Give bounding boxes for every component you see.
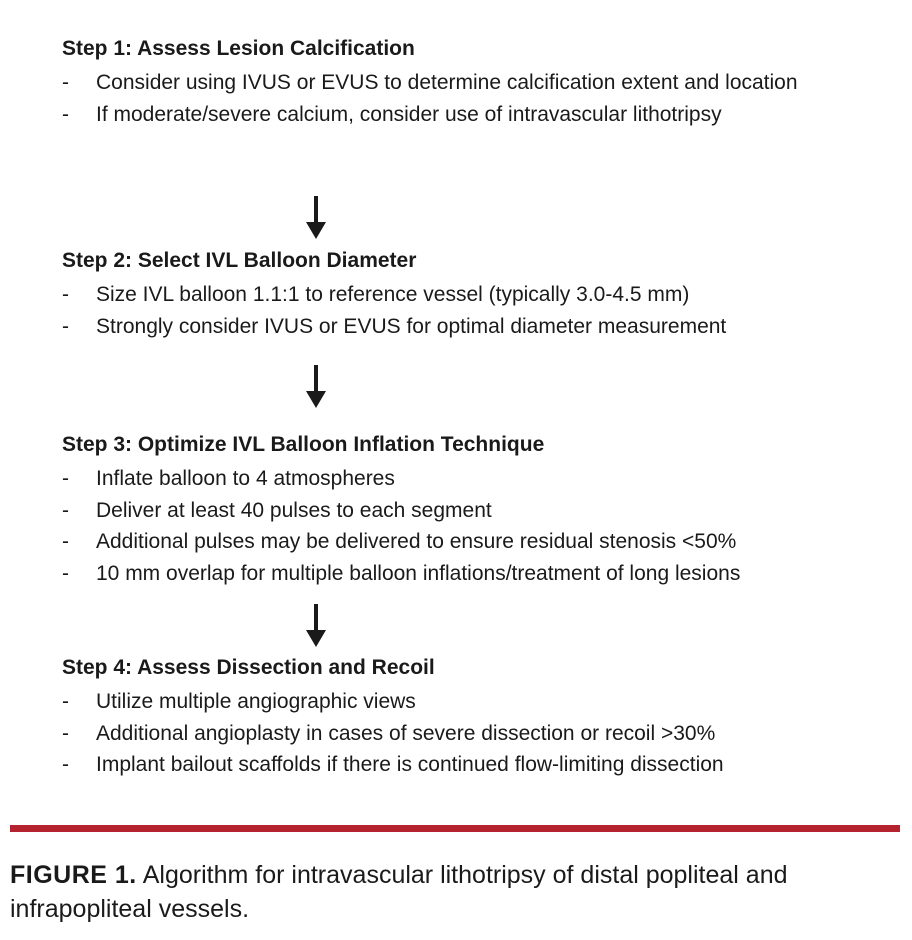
step-1-list xyxy=(62,67,892,130)
list-item xyxy=(62,749,892,781)
list-item-text: 10 mm overlap for multiple balloon inflations/treatment of long lesions xyxy=(96,561,741,585)
figure-caption xyxy=(10,858,902,926)
list-item-text: Deliver at least 40 pulses to each segment xyxy=(96,498,492,522)
bullet-dash: - xyxy=(62,721,69,745)
step-3-block xyxy=(62,432,892,589)
caption-text: Algorithm for intravascular lithotripsy of distal popliteal and infrapopliteal vessels. xyxy=(10,861,788,923)
step-2-block xyxy=(62,248,892,342)
list-item-text: Implant bailout scaffolds if there is continued flow-limiting dissection xyxy=(96,753,724,776)
bullet-dash: - xyxy=(62,753,69,776)
step-4-block xyxy=(62,655,892,781)
bullet-dash: - xyxy=(62,467,69,490)
bullet-dash: - xyxy=(62,530,69,553)
list-item-text: Additional pulses may be delivered to ensure residual stenosis <50% xyxy=(96,530,737,553)
caption-divider xyxy=(10,825,900,832)
down-arrow-icon xyxy=(306,604,326,648)
step-4-title: Step 4: Assess Dissection and Recoil xyxy=(62,656,435,679)
list-item xyxy=(62,311,892,343)
list-item xyxy=(62,526,892,558)
bullet-dash: - xyxy=(62,283,69,306)
figure-label: FIGURE 1. xyxy=(10,861,137,889)
bullet-dash: - xyxy=(62,71,69,94)
list-item-text: Additional angioplasty in cases of severe dissection or recoil >30% xyxy=(96,721,716,745)
list-item-text: If moderate/severe calcium, consider use of intravascular lithotripsy xyxy=(96,102,722,126)
step-2-title: Step 2: Select IVL Balloon Diameter xyxy=(62,249,417,272)
list-item xyxy=(62,99,892,131)
step-2-list xyxy=(62,279,892,342)
step-1-block xyxy=(62,36,892,130)
down-arrow-icon xyxy=(306,196,326,240)
step-4-list xyxy=(62,686,892,781)
down-arrow-icon xyxy=(306,365,326,409)
list-item xyxy=(62,463,892,495)
step-1-title: Step 1: Assess Lesion Calcification xyxy=(62,37,415,60)
list-item xyxy=(62,558,892,590)
bullet-dash: - xyxy=(62,498,69,522)
list-item-text: Size IVL balloon 1.1:1 to reference vessel (typically 3.0-4.5 mm) xyxy=(96,283,690,306)
list-item-text: Utilize multiple angiographic views xyxy=(96,690,416,713)
list-item-text: Inflate balloon to 4 atmospheres xyxy=(96,467,395,490)
list-item-text: Strongly consider IVUS or EVUS for optimal diameter measurement xyxy=(96,314,727,338)
bullet-dash: - xyxy=(62,314,69,338)
bullet-dash: - xyxy=(62,690,69,713)
step-3-title: Step 3: Optimize IVL Balloon Inflation Technique xyxy=(62,433,545,456)
list-item xyxy=(62,718,892,750)
list-item-text: Consider using IVUS or EVUS to determine calcification extent and location xyxy=(96,71,798,94)
list-item xyxy=(62,279,892,311)
list-item xyxy=(62,495,892,527)
list-item xyxy=(62,686,892,718)
step-3-list xyxy=(62,463,892,589)
list-item xyxy=(62,67,816,99)
bullet-dash: - xyxy=(62,102,69,126)
bullet-dash: - xyxy=(62,561,69,585)
